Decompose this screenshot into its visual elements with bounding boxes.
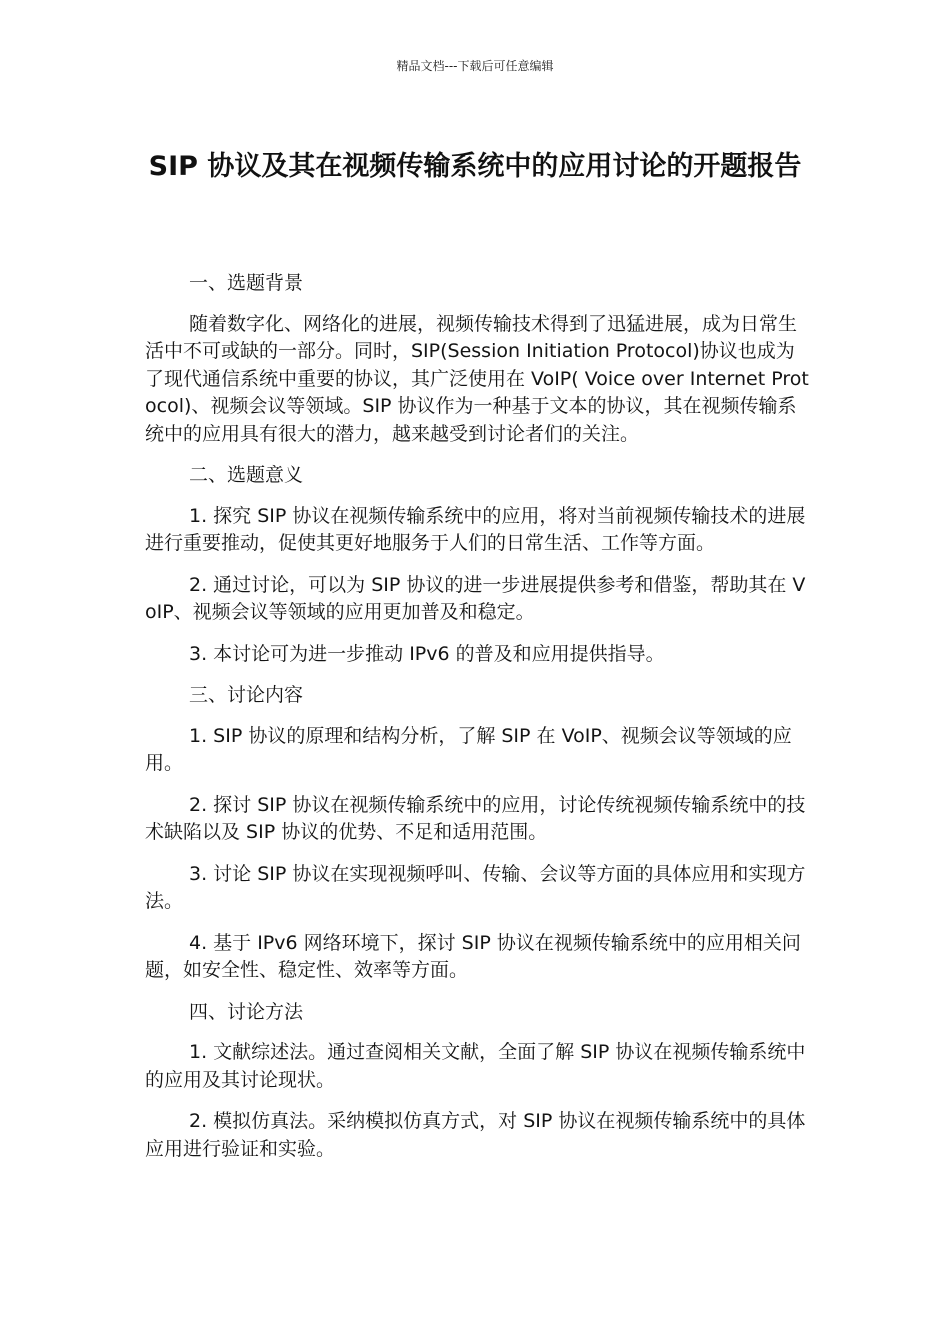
paragraph-significance-1: 1. 探究 SIP 协议在视频传输系统中的应用，将对当前视频传输技术的进展进行重要推动，促使其更好地服务于人们的日常生活、工作等方面。 <box>145 504 806 554</box>
paragraph-content-1: 1. SIP 协议的原理和结构分析，了解 SIP 在 VoIP、视频会议等领域的应用。 <box>145 724 792 774</box>
document-body <box>145 270 813 1177</box>
header-note: 精品文档---下载后可任意编辑 <box>396 59 554 73</box>
section-heading-background: 一、选题背景 <box>189 272 304 294</box>
document-title: SIP 协议及其在视频传输系统中的应用讨论的开题报告 <box>148 151 802 182</box>
paragraph-background: 随着数字化、网络化的进展，视频传输技术得到了迅猛进展，成为日常生活中不可或缺的一部分。同时，SIP(Session Initiation Protocol)协议也成为了现代通信系统中重要的协议，其广泛使用在 VoIP( Voice over Internet Protocol)、视频会议等领域。SIP 协议作为一种基于文本的协议，其在视频传输系统中的应用具有很大的潜力，越来越受到讨论者们的关注。 <box>145 312 809 445</box>
section-heading-significance: 二、选题意义 <box>189 464 304 486</box>
section-heading-content: 三、讨论内容 <box>189 684 304 706</box>
paragraph-content-2: 2. 探讨 SIP 协议在视频传输系统中的应用，讨论传统视频传输系统中的技术缺陷以及 SIP 协议的优势、不足和适用范围。 <box>145 793 806 843</box>
paragraph-significance-2: 2. 通过讨论，可以为 SIP 协议的进一步进展提供参考和借鉴，帮助其在 VoIP、视频会议等领域的应用更加普及和稳定。 <box>145 573 806 623</box>
section-heading-methods: 四、讨论方法 <box>189 1000 304 1023</box>
paragraph-significance-3: 3. 本讨论可为进一步推动 IPv6 的普及和应用提供指导。 <box>189 642 665 665</box>
paragraph-content-3: 3. 讨论 SIP 协议在实现视频呼叫、传输、会议等方面的具体应用和实现方法。 <box>145 862 806 912</box>
paragraph-methods-2: 2. 模拟仿真法。采纳模拟仿真方式，对 SIP 协议在视频传输系统中的具体应用进行验证和实验。 <box>145 1110 806 1160</box>
paragraph-content-4: 4. 基于 IPv6 网络环境下，探讨 SIP 协议在视频传输系统中的应用相关问题，如安全性、稳定性、效率等方面。 <box>145 931 801 981</box>
paragraph-methods-1: 1. 文献综述法。通过查阅相关文献，全面了解 SIP 协议在视频传输系统中的应用及其讨论现状。 <box>145 1041 806 1091</box>
